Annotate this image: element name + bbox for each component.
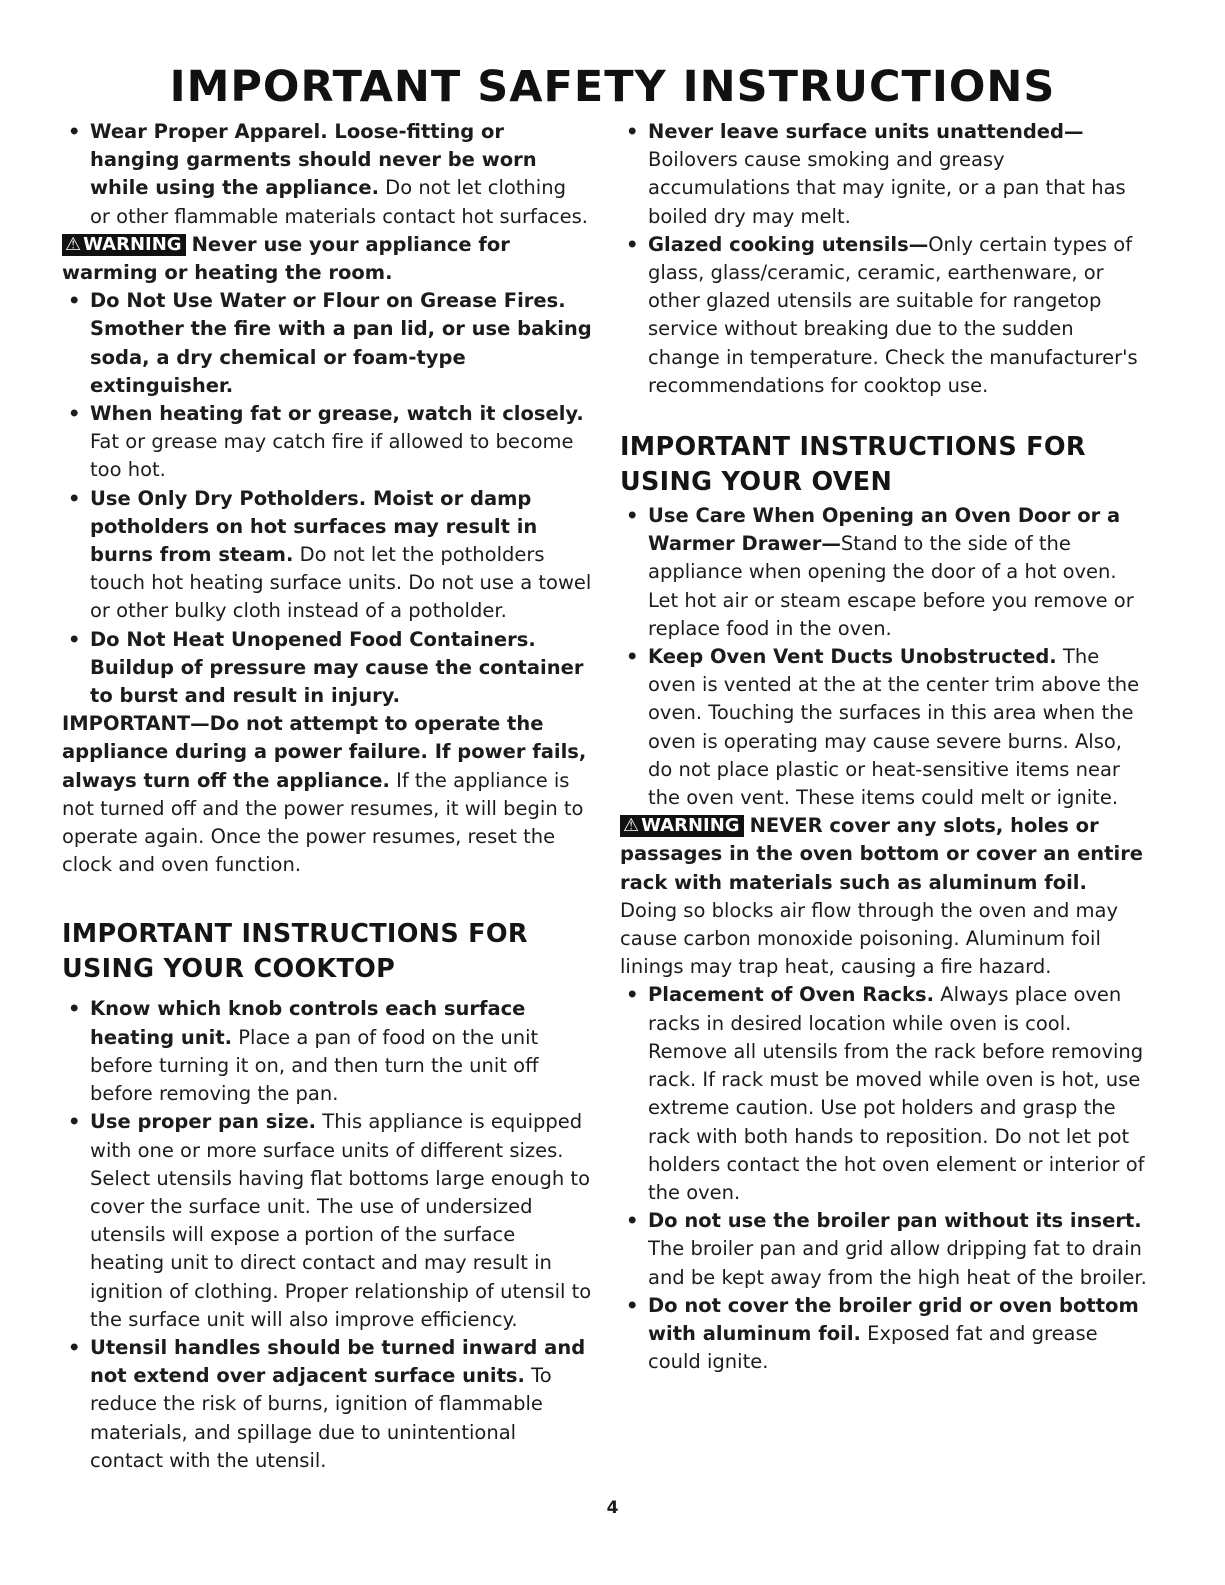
bullet-dry-potholders: • Use Only Dry Potholders. Moist or damp potholders on hot surfaces may result in burns from steam. Do not let the potholders touch hot heating surface units. Do not use a towel or other bulky cloth instead of a potholder. [68, 486, 592, 623]
bullet-knob-controls: • Know which knob controls each surface heating unit. Place a pan of food on the unit before turning it on, and then turn the unit off before removing the pan. [68, 997, 539, 1106]
bullet-dot-icon: • [68, 402, 81, 426]
left-column [62, 118, 592, 1475]
bullet-dot-icon: • [626, 1293, 639, 1317]
bullet-vent-ducts: • Keep Oven Vent Ducts Unobstructed. The oven is vented at the at the center trim above the oven. Touching the surfaces in this area when the oven is operating may cause severe burns. Also, do not place plastic or heat-sensitive items near the oven vent. These items could melt or ignite. [626, 645, 1140, 810]
right-column [620, 118, 1150, 1376]
power-failure-paragraph: IMPORTANT—Do not attempt to operate the appliance during a power failure. If power fails, always turn off the appliance. If the appliance is not turned off and the power resumes, it will begin to operate again. Once the power resumes, reset the clock and oven function. [62, 712, 587, 877]
bullet-dot-icon: • [68, 289, 81, 313]
bullet-heating-fat: • When heating fat or grease, watch it closely. Fat or grease may catch fire if allowed to become too hot. [68, 402, 584, 482]
warning-aluminum-foil: ⚠ WARNING NEVER cover any slots, holes or passages in the oven bottom or cover an entire rack with materials such as aluminum foil. Doing so blocks air flow through the oven and may cause carbon monoxide poisoning. Aluminum foil linings may trap heat, causing a fire hazard. [620, 814, 1144, 979]
bullet-never-unattended: • Never leave surface units unattended— Boilovers cause smoking and greasy accumulations that may ignite, or a pan that has boiled dry may melt. [626, 120, 1126, 228]
bullet-dot-icon: • [626, 983, 639, 1007]
bullet-broiler-foil: • Do not cover the broiler grid or oven bottom with aluminum foil. Exposed fat and grease could ignite. [626, 1293, 1139, 1374]
bullet-pan-size: • Use proper pan size. This appliance is equipped with one or more surface units of different sizes. Select utensils having flat bottoms large enough to cover the surface unit. The use of undersized utensils will expose a portion of the surface heating unit to direct contact and may result in ignition of clothing. Proper relationship of utensil to the surface unit will also improve efficiency. [68, 1110, 592, 1331]
bullet-dot-icon: • [626, 232, 639, 256]
oven-section-heading: IMPORTANT INSTRUCTIONS FOR USING YOUR OVEN [620, 432, 1086, 498]
warning-triangle-icon: ⚠ [65, 233, 82, 255]
cooktop-section-heading: IMPORTANT INSTRUCTIONS FOR USING YOUR COOKTOP [62, 919, 528, 985]
warning-triangle-icon: ⚠ [623, 815, 640, 837]
bullet-dot-icon: • [626, 504, 639, 528]
warning-room-heating: ⚠ WARNING Never use your appliance for warming or heating the room. [62, 232, 510, 285]
warning-badge: ⚠ WARNING [620, 815, 744, 837]
bullet-dot-icon: • [68, 627, 81, 651]
bullet-dot-icon: • [68, 120, 81, 143]
bullet-grease-fires: • Do Not Use Water or Flour on Grease Fires. Smother the fire with a pan lid, or use baking soda, a dry chemical or foam-type extinguisher. [68, 289, 592, 397]
warning-badge: ⚠ WARNING [62, 234, 186, 256]
bullet-dot-icon: • [626, 120, 639, 143]
bullet-oven-door: • Use Care When Opening an Oven Door or a Warmer Drawer—Stand to the side of the appliance when opening the door of a hot oven. Let hot air or steam escape before you remove or replace food in the oven. [626, 504, 1134, 640]
bullet-dot-icon: • [626, 1209, 639, 1233]
bullet-oven-racks: • Placement of Oven Racks. Always place oven racks in desired location while oven is cool. Remove all utensils from the rack before removing rack. If rack must be moved while oven is hot, use extreme caution. Use pot holders and grasp the rack with both hands to reposition. Do not let pot holders contact the hot oven element or interior of the oven. [626, 983, 1145, 1204]
bullet-dot-icon: • [68, 997, 81, 1021]
page-number: 4 [606, 1498, 619, 1518]
bullet-glazed-utensils: • Glazed cooking utensils—Only certain types of glass, glass/ceramic, ceramic, earthenware, or other glazed utensils are suitable for rangetop service without breaking due to the sudden change in temperature. Check the manufacturer's recommendations for cooktop use. [626, 232, 1138, 397]
bullet-broiler-insert: • Do not use the broiler pan without its insert. The broiler pan and grid allow dripping fat to drain and be kept away from the high heat of the broiler. [626, 1209, 1147, 1289]
bullet-wear-proper-apparel: • Wear Proper Apparel. Loose-fitting or hanging garments should never be worn while using the appliance. Do not let clothing or other flammable materials contact hot surfaces. [68, 120, 588, 228]
bullet-dot-icon: • [68, 486, 81, 510]
bullet-dot-icon: • [68, 1335, 81, 1359]
bullet-utensil-handles: • Utensil handles should be turned inward and not extend over adjacent surface units. To reduce the risk of burns, ignition of flammable materials, and spillage due to unintentional contact with the utensil. [68, 1335, 586, 1472]
bullet-dot-icon: • [626, 645, 639, 669]
page-title: IMPORTANT SAFETY INSTRUCTIONS [169, 62, 1056, 112]
bullet-dot-icon: • [68, 1110, 81, 1134]
bullet-unopened-containers: • Do Not Heat Unopened Food Containers. Buildup of pressure may cause the container to burst and result in injury. [68, 627, 584, 708]
